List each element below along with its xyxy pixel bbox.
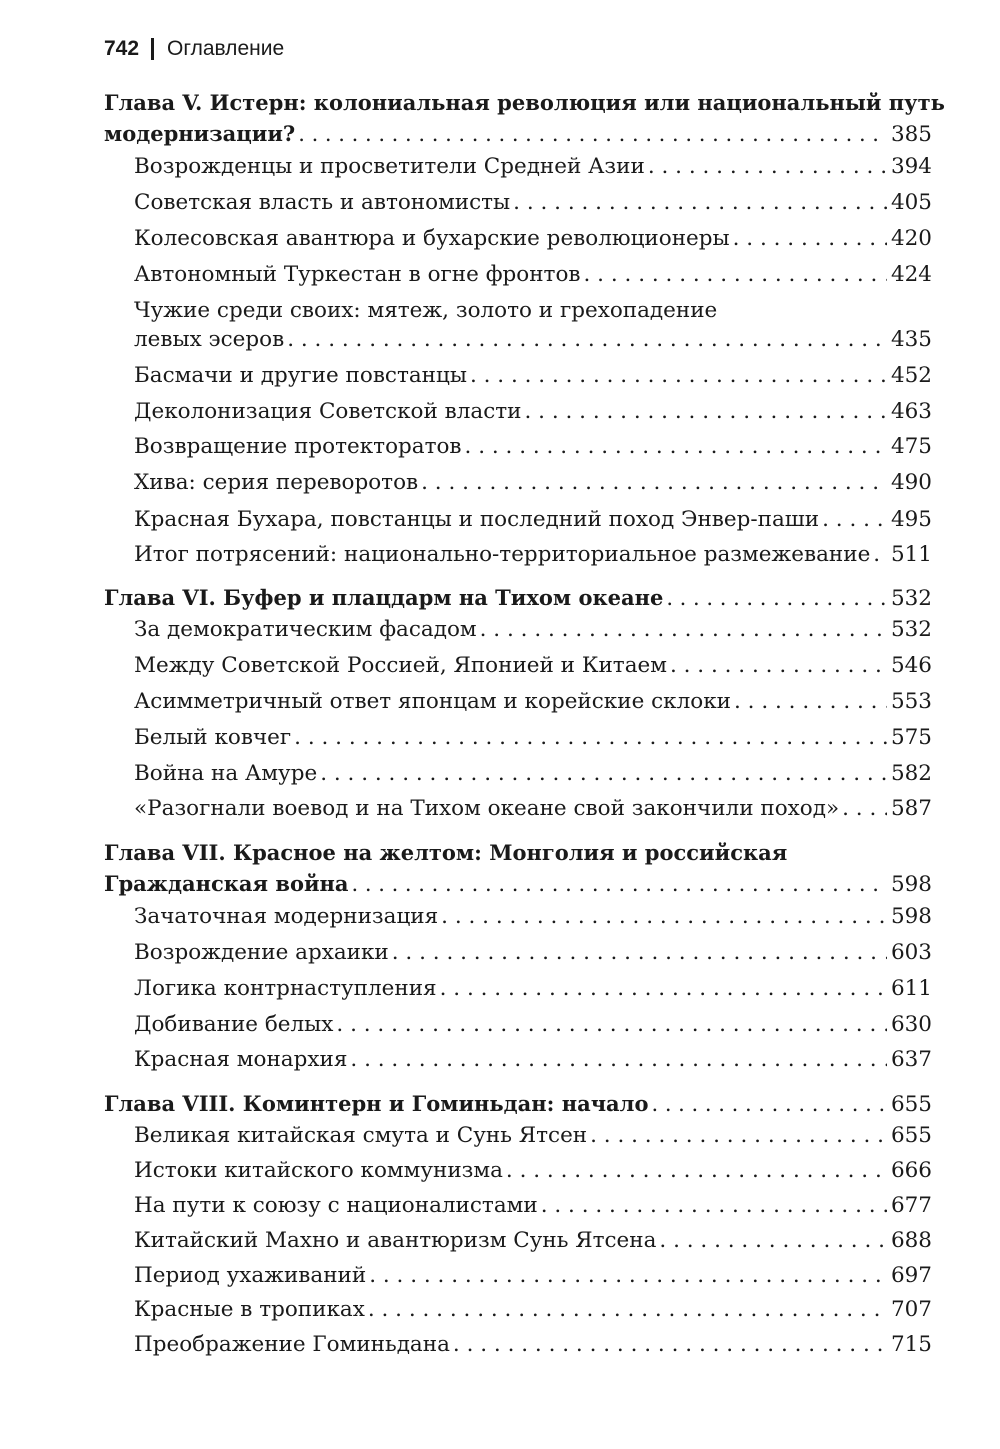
leader-dots (525, 397, 887, 427)
entry-page: 394 (890, 154, 932, 179)
toc-entry (134, 188, 932, 218)
leader-dots (666, 583, 887, 613)
leader-dots (350, 1045, 887, 1075)
toc-entry (134, 540, 932, 570)
leader-dots (842, 794, 887, 824)
leader-dots (368, 1295, 887, 1325)
entry-page: 697 (890, 1263, 932, 1288)
header-divider (151, 38, 154, 60)
entry-page: 655 (890, 1092, 932, 1117)
leader-dots (541, 1191, 887, 1221)
entry-page: 598 (890, 904, 932, 929)
toc-entry (134, 1156, 932, 1186)
entry-title-line: Чужие среди своих: мятеж, золото и грехопадение (134, 298, 718, 323)
toc-entry (134, 1191, 932, 1221)
toc-entry (134, 974, 932, 1004)
entry-title: Между Советской Россией, Японией и Китаем (134, 653, 667, 678)
entry-title: Возрожденцы и просветители Средней Азии (134, 154, 645, 179)
entry-page: 546 (890, 653, 932, 678)
entry-title: Белый ковчег (134, 725, 292, 750)
toc-entry (134, 1121, 932, 1151)
entry-page: 424 (890, 262, 932, 287)
entry-page: 463 (890, 399, 932, 424)
leader-dots (369, 1261, 887, 1291)
leader-dots (513, 188, 887, 218)
entry-title: На пути к союзу с националистами (134, 1193, 538, 1218)
leader-dots (651, 1089, 886, 1119)
entry-title: Красная Бухара, повстанцы и последний поход Энвер-паши (134, 507, 820, 532)
entry-page: 587 (890, 796, 932, 821)
toc-entry-chapter (104, 119, 932, 149)
entry-title: Итог потрясений: национально-территориальное размежевание (134, 542, 871, 567)
entry-page: 715 (890, 1332, 932, 1357)
toc-entry (134, 1010, 932, 1040)
leader-dots (392, 938, 887, 968)
entry-page: 655 (890, 1123, 932, 1148)
entry-title: Гражданская война (104, 871, 349, 896)
chapter-title-line: Глава V. Истерн: колониальная революция или национальный путь (104, 90, 945, 115)
leader-dots (453, 1330, 887, 1360)
toc-entry (134, 325, 932, 355)
entry-title: Колесовская авантюра и бухарские революционеры (134, 226, 730, 251)
entry-page: 630 (890, 1012, 932, 1037)
entry-page: 490 (890, 470, 932, 495)
entry-page: 420 (890, 226, 932, 251)
entry-page: 511 (890, 542, 932, 567)
entry-title: Красные в тропиках (134, 1297, 365, 1322)
running-head (104, 34, 284, 64)
entry-page: 475 (890, 434, 932, 459)
toc-entry (134, 794, 932, 824)
entry-title: Глава VI. Буфер и плацдарм на Тихом океане (104, 585, 664, 610)
entry-page: 553 (890, 689, 932, 714)
entry-title: Война на Амуре (134, 761, 318, 786)
leader-dots (320, 759, 887, 789)
section-title: Оглавление (167, 37, 285, 60)
page-number: 742 (104, 37, 140, 60)
toc-entry (134, 224, 932, 254)
toc-entry (134, 152, 932, 182)
entry-title: За демократическим фасадом (134, 617, 477, 642)
leader-dots (470, 361, 887, 391)
entry-page: 666 (890, 1158, 932, 1183)
entry-title: Зачаточная модернизация (134, 904, 439, 929)
entry-title: Глава VIII. Коминтерн и Гоминьдан: начало (104, 1091, 649, 1116)
toc-entry (134, 1226, 932, 1256)
leader-dots (298, 119, 887, 149)
toc-entry (134, 260, 932, 290)
toc-entry (134, 468, 932, 498)
toc-entry (134, 759, 932, 789)
entry-page: 637 (890, 1047, 932, 1072)
leader-dots (670, 651, 887, 681)
entry-title: Возрождение архаики (134, 940, 389, 965)
leader-dots (441, 902, 887, 932)
leader-dots (294, 723, 887, 753)
toc-entry (134, 938, 932, 968)
toc-entry (134, 397, 932, 427)
entry-title: модернизации? (104, 121, 296, 146)
leader-dots (873, 540, 887, 570)
entry-title: Добивание белых (134, 1012, 334, 1037)
toc-entry-chapter (104, 869, 932, 899)
entry-page: 435 (890, 327, 932, 352)
entry-page: 405 (890, 190, 932, 215)
leader-dots (480, 615, 887, 645)
entry-title: «Разогнали воевод и на Тихом океане свой закончили поход» (134, 796, 840, 821)
leader-dots (506, 1156, 887, 1186)
entry-page: 688 (890, 1228, 932, 1253)
entry-page: 532 (890, 586, 932, 611)
leader-dots (287, 325, 887, 355)
leader-dots (590, 1121, 887, 1151)
entry-page: 582 (890, 761, 932, 786)
leader-dots (421, 468, 887, 498)
leader-dots (352, 869, 887, 899)
toc-entry (134, 1261, 932, 1291)
entry-title: Логика контрнаступления (134, 976, 437, 1001)
entry-title: Период ухаживаний (134, 1263, 367, 1288)
entry-page: 677 (890, 1193, 932, 1218)
entry-page: 495 (890, 507, 932, 532)
entry-title: Советская власть и автономисты (134, 190, 511, 215)
leader-dots (584, 260, 887, 290)
entry-title: Басмачи и другие повстанцы (134, 363, 467, 388)
entry-page: 452 (890, 363, 932, 388)
toc-entry (134, 432, 932, 462)
entry-title: Китайский Махно и авантюризм Сунь Ятсена (134, 1228, 657, 1253)
entry-page: 611 (890, 976, 932, 1001)
toc-entry-chapter (104, 583, 932, 613)
entry-title: Красная монархия (134, 1047, 348, 1072)
leader-dots (659, 1226, 887, 1256)
toc-entry (134, 723, 932, 753)
toc-entry (134, 615, 932, 645)
leader-dots (733, 224, 887, 254)
entry-title: Асимметричный ответ японцам и корейские склоки (134, 689, 731, 714)
leader-dots (648, 152, 887, 182)
entry-title: Возвращение протекторатов (134, 434, 462, 459)
entry-title: Преображение Гоминьдана (134, 1332, 450, 1357)
entry-page: 603 (890, 940, 932, 965)
toc-entry-chapter (104, 1089, 932, 1119)
entry-title: Хива: серия переворотов (134, 470, 419, 495)
toc-entry (134, 1330, 932, 1360)
chapter-title-line: Глава VII. Красное на желтом: Монголия и российская (104, 840, 788, 865)
entry-page: 385 (890, 122, 932, 147)
entry-page: 707 (890, 1297, 932, 1322)
entry-page: 575 (890, 725, 932, 750)
entry-title: левых эсеров (134, 327, 285, 352)
leader-dots (465, 432, 887, 462)
entry-title: Великая китайская смута и Сунь Ятсен (134, 1123, 588, 1148)
leader-dots (336, 1010, 887, 1040)
toc-entry (134, 361, 932, 391)
entry-title: Деколонизация Советской власти (134, 399, 522, 424)
entry-title: Истоки китайского коммунизма (134, 1158, 503, 1183)
leader-dots (440, 974, 887, 1004)
toc-entry (134, 505, 932, 535)
toc-entry (134, 902, 932, 932)
entry-page: 532 (890, 617, 932, 642)
entry-title: Автономный Туркестан в огне фронтов (134, 262, 581, 287)
leader-dots (822, 505, 887, 535)
entry-page: 598 (890, 872, 932, 897)
toc-entry (134, 687, 932, 717)
toc-entry (134, 1295, 932, 1325)
leader-dots (734, 687, 887, 717)
toc-entry (134, 651, 932, 681)
toc-entry (134, 1045, 932, 1075)
